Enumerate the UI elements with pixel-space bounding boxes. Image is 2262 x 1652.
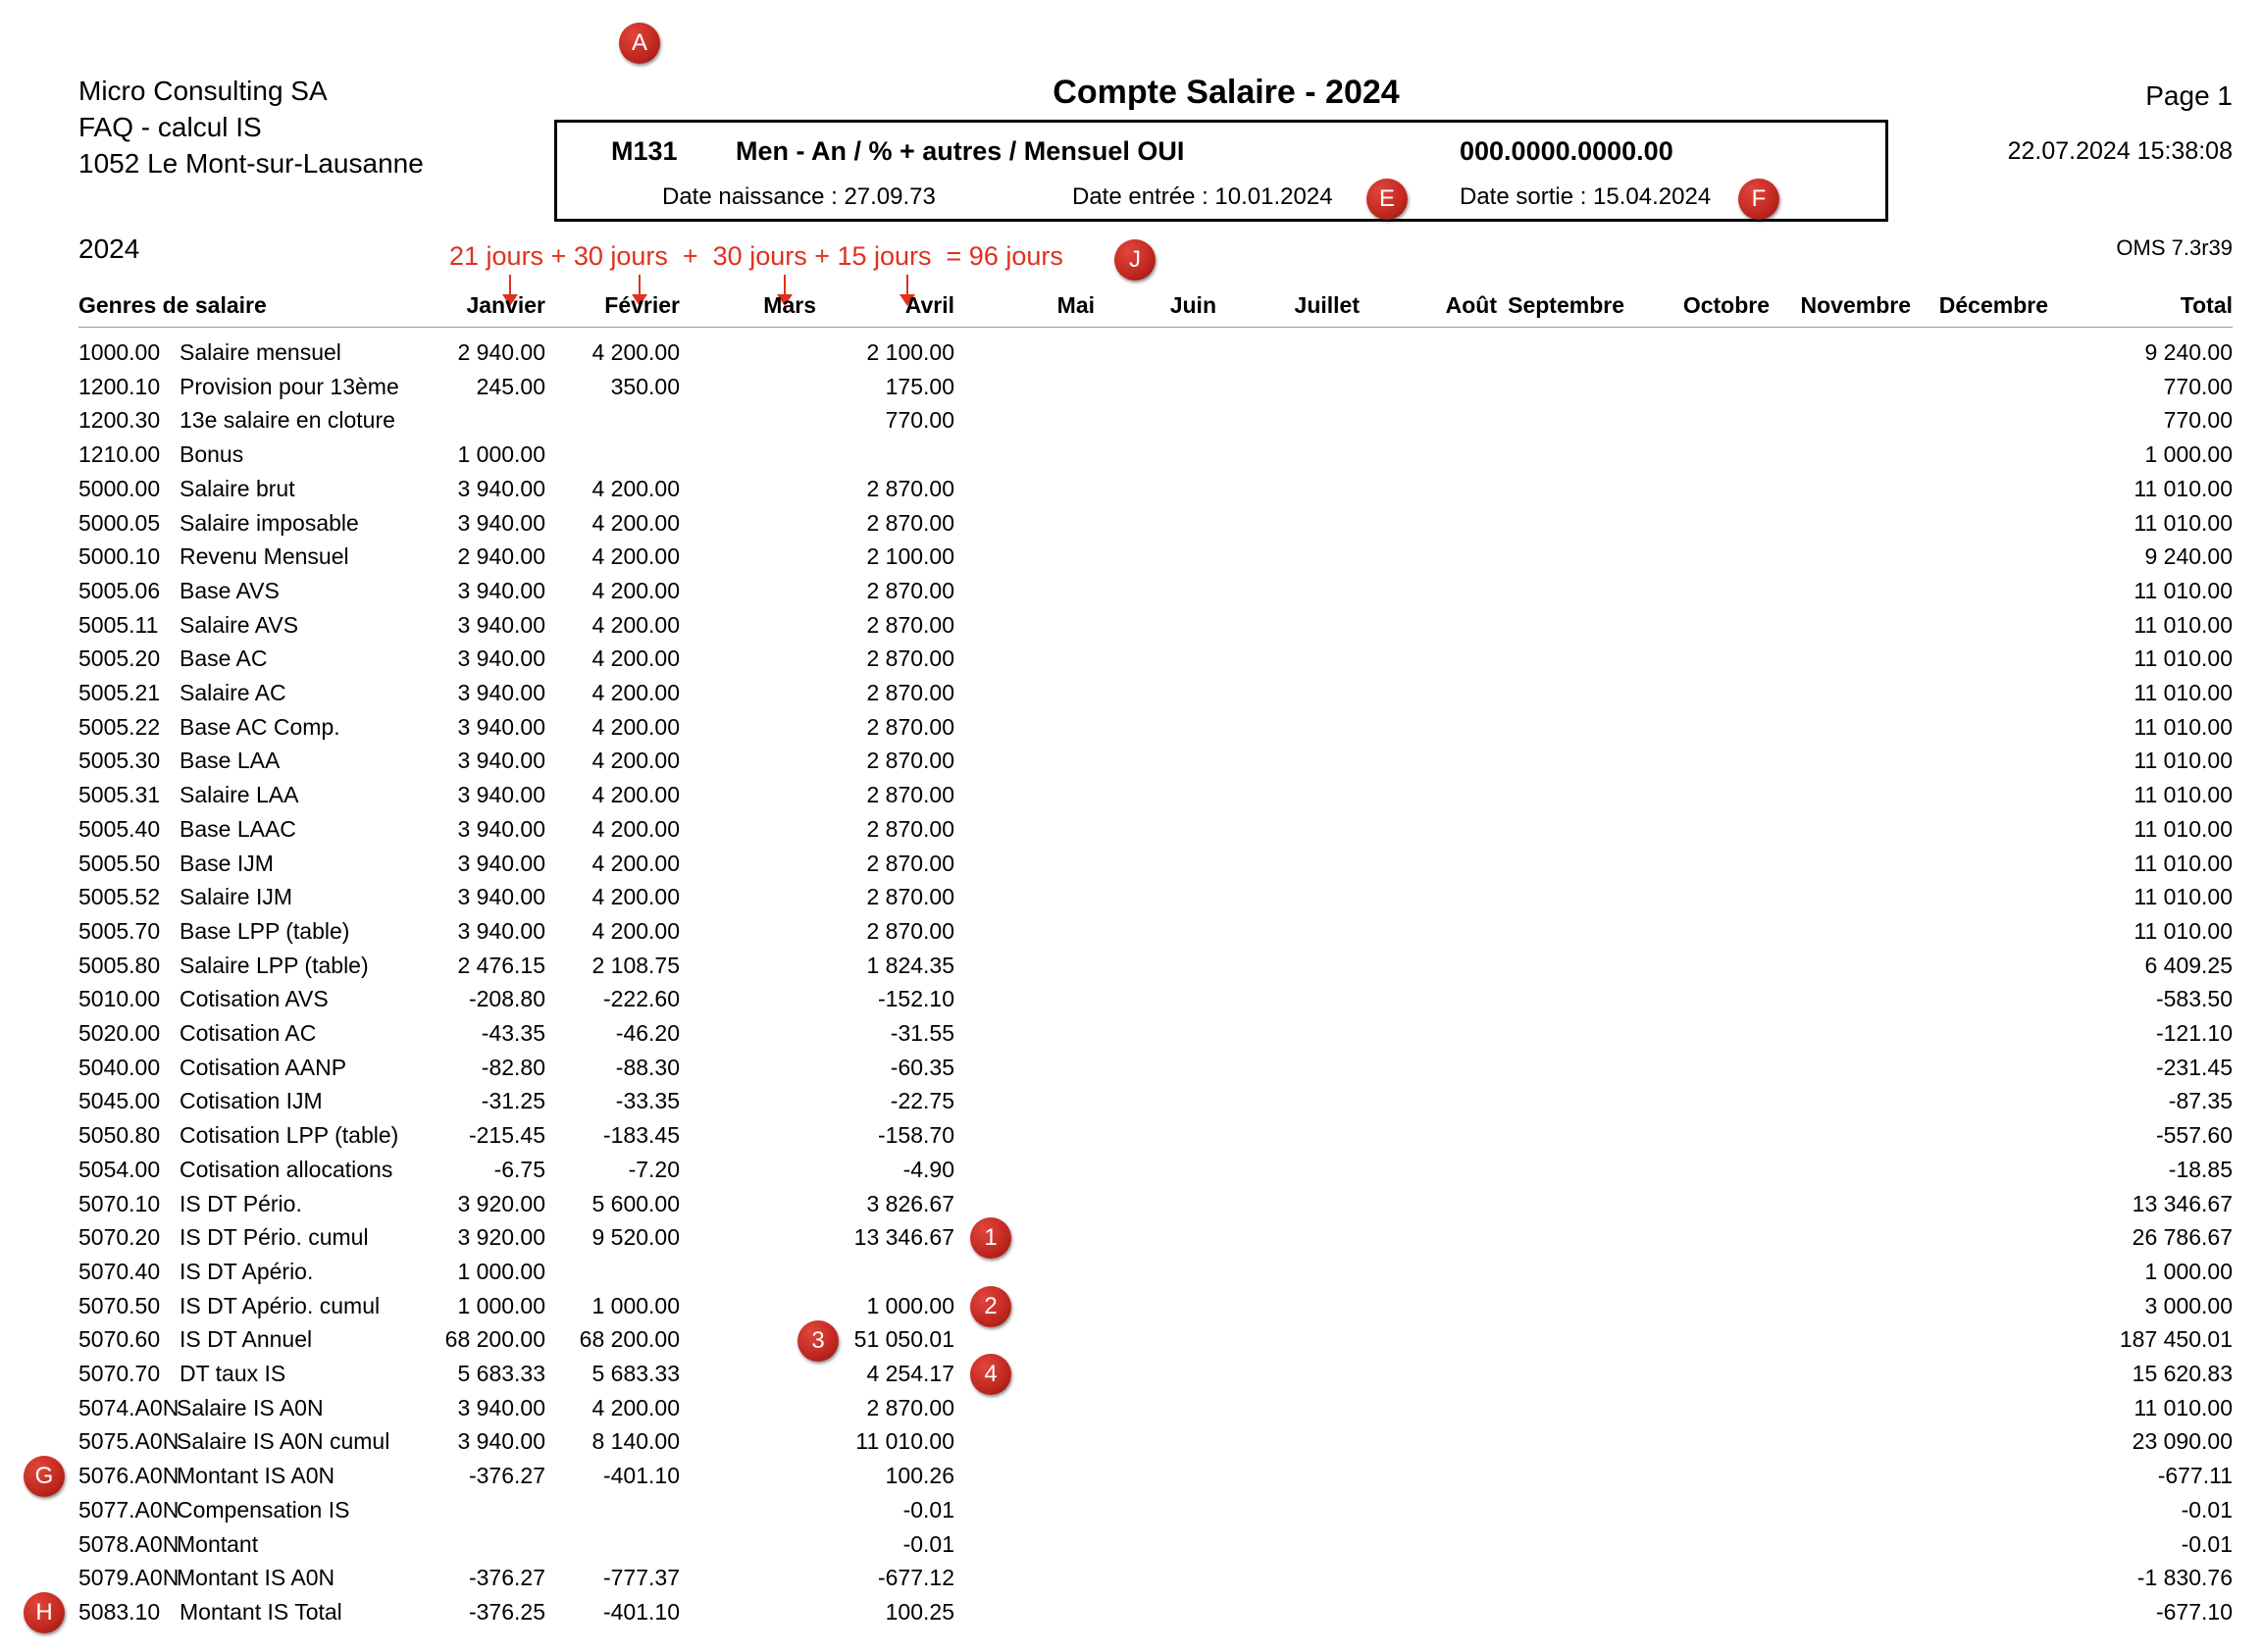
table-row	[0, 1497, 2262, 1530]
cell-avril: 2 870.00	[866, 509, 954, 536]
cell-janvier: -215.45	[468, 1122, 545, 1149]
row-label: Salaire LPP (table)	[180, 952, 369, 978]
cell-janvier: 3 940.00	[457, 782, 545, 808]
cell-total: -583.50	[2155, 986, 2233, 1012]
cell-janvier: -82.80	[481, 1054, 545, 1080]
cell-janvier: 3 940.00	[457, 815, 545, 842]
cell-fevrier: -46.20	[615, 1020, 680, 1046]
row-label: Bonus	[180, 441, 244, 468]
cell-janvier: 1 000.00	[457, 1292, 545, 1318]
table-row	[0, 612, 2262, 645]
row-code: 5070.40	[78, 1258, 161, 1284]
cell-avril: -0.01	[902, 1530, 954, 1557]
badge-g: G	[24, 1456, 65, 1497]
row-label: Cotisation IJM	[180, 1088, 323, 1114]
cell-fevrier: -183.45	[602, 1122, 680, 1149]
cell-janvier: 3 940.00	[457, 850, 545, 876]
birth-date: Date naissance : 27.09.73	[662, 183, 936, 210]
table-row	[0, 1088, 2262, 1121]
col-juin: Juin	[1169, 292, 1216, 318]
row-code: 5075.A0N	[78, 1428, 180, 1455]
cell-avril: 2 870.00	[866, 917, 954, 944]
table-row	[0, 816, 2262, 850]
row-code: 5074.A0N	[78, 1394, 180, 1420]
cell-fevrier: 4 200.00	[591, 782, 680, 808]
cell-avril: -4.90	[902, 1156, 954, 1182]
cell-avril: 2 870.00	[866, 1394, 954, 1420]
software-version: OMS 7.3r39	[2116, 235, 2233, 260]
table-row	[0, 1326, 2262, 1360]
row-label: Salaire AC	[180, 680, 286, 705]
row-code: 5005.06	[78, 577, 161, 603]
row-label: Base AC	[180, 645, 268, 672]
table-row	[0, 680, 2262, 713]
col-septembre: Septembre	[1508, 292, 1624, 318]
table-row	[0, 782, 2262, 815]
row-code: 5078.A0N	[78, 1530, 180, 1557]
col-octobre: Octobre	[1682, 292, 1770, 318]
cell-avril: -0.01	[902, 1496, 954, 1523]
cell-avril: 770.00	[885, 407, 954, 434]
col-genres: Genres de salaire	[78, 292, 267, 318]
company-name: Micro Consulting SA	[78, 76, 328, 106]
cell-fevrier: -401.10	[602, 1598, 680, 1625]
col-fevrier: Février	[604, 292, 680, 318]
exit-date: Date sortie : 15.04.2024	[1460, 183, 1712, 210]
cell-avril: 175.00	[885, 373, 954, 399]
row-label: Montant IS A0N	[177, 1463, 335, 1489]
col-total: Total	[2180, 292, 2233, 318]
cell-janvier: 5 683.33	[457, 1361, 545, 1386]
row-code: 5076.A0N	[78, 1463, 180, 1489]
row-label: Base AVS	[180, 577, 280, 603]
row-code: 5005.22	[78, 713, 161, 740]
cell-avril: 2 870.00	[866, 680, 954, 705]
cell-fevrier: 5 683.33	[591, 1361, 680, 1386]
table-row	[0, 476, 2262, 509]
cell-fevrier: 4 200.00	[591, 713, 680, 740]
cell-janvier: 3 940.00	[457, 509, 545, 536]
row-label: Revenu Mensuel	[180, 543, 349, 570]
cell-avril: 13 346.67	[853, 1224, 954, 1251]
cell-total: -0.01	[2181, 1530, 2233, 1557]
cell-total: -1 830.76	[2136, 1565, 2233, 1591]
cell-total: -121.10	[2155, 1020, 2233, 1046]
row-code: 5070.20	[78, 1224, 161, 1251]
row-label: Base LAAC	[180, 815, 296, 842]
row-label: DT taux IS	[180, 1361, 286, 1386]
entry-date: Date entrée : 10.01.2024	[1072, 183, 1333, 210]
cell-avril: -22.75	[890, 1088, 954, 1114]
row-code: 5077.A0N	[78, 1496, 180, 1523]
cell-total: 770.00	[2163, 373, 2233, 399]
row-label: Montant IS Total	[180, 1598, 342, 1625]
cell-avril: 4 254.17	[866, 1361, 954, 1386]
cell-total: 23 090.00	[2132, 1428, 2233, 1455]
cell-avril: 1 000.00	[866, 1292, 954, 1318]
row-code: 5000.05	[78, 509, 161, 536]
header-divider	[78, 327, 2233, 328]
cell-janvier: 68 200.00	[444, 1326, 545, 1353]
row-code: 5005.70	[78, 917, 161, 944]
cell-fevrier: 4 200.00	[591, 577, 680, 603]
row-label: IS DT Annuel	[180, 1326, 313, 1353]
report-title: Compte Salaire - 2024	[1053, 74, 1400, 111]
company-subtitle: FAQ - calcul IS	[78, 112, 262, 142]
cell-total: 11 010.00	[2133, 509, 2233, 536]
row-code: 5070.10	[78, 1190, 161, 1216]
cell-janvier: 3 940.00	[457, 713, 545, 740]
cell-avril: 2 870.00	[866, 577, 954, 603]
table-row	[0, 1055, 2262, 1088]
cell-fevrier: 4 200.00	[591, 475, 680, 501]
cell-fevrier: -7.20	[628, 1156, 680, 1182]
row-label: IS DT Pério.	[180, 1190, 302, 1216]
cell-total: -0.01	[2181, 1496, 2233, 1523]
cell-janvier: -376.27	[468, 1565, 545, 1591]
cell-fevrier: 4 200.00	[591, 645, 680, 672]
table-row	[0, 714, 2262, 748]
cell-janvier: 3 940.00	[457, 1394, 545, 1420]
row-label: Base AC Comp.	[180, 713, 340, 740]
cell-total: 11 010.00	[2133, 577, 2233, 603]
cell-total: -231.45	[2155, 1054, 2233, 1080]
row-code: 1210.00	[78, 441, 161, 468]
table-row	[0, 884, 2262, 917]
cell-fevrier: -777.37	[602, 1565, 680, 1591]
cell-janvier: 3 940.00	[457, 680, 545, 705]
row-label: IS DT Apério. cumul	[180, 1292, 381, 1318]
cell-fevrier: 4 200.00	[591, 815, 680, 842]
cell-total: 9 240.00	[2144, 543, 2233, 570]
row-label: Base LAA	[180, 748, 281, 774]
cell-total: -677.10	[2155, 1598, 2233, 1625]
cell-fevrier: 4 200.00	[591, 850, 680, 876]
days-annotation: 21 jours + 30 jours + 30 jours + 15 jours = 96 jours	[449, 241, 1063, 271]
cell-avril: 2 870.00	[866, 884, 954, 910]
row-code: 5005.31	[78, 782, 161, 808]
table-row	[0, 543, 2262, 577]
cell-janvier: -208.80	[468, 986, 545, 1012]
table-row	[0, 953, 2262, 986]
cell-fevrier: 4 200.00	[591, 611, 680, 638]
row-code: 1200.10	[78, 373, 161, 399]
table-row	[0, 1361, 2262, 1394]
employee-code: M131	[611, 136, 678, 166]
cell-total: -557.60	[2155, 1122, 2233, 1149]
row-code: 5070.60	[78, 1326, 161, 1353]
cell-janvier: 3 940.00	[457, 611, 545, 638]
page-number: Page 1	[2145, 80, 2233, 111]
cell-janvier: 2 940.00	[457, 543, 545, 570]
badge-j: J	[1114, 239, 1156, 281]
cell-fevrier: 4 200.00	[591, 748, 680, 774]
row-code: 5005.50	[78, 850, 161, 876]
cell-janvier: -376.27	[468, 1463, 545, 1489]
cell-total: 11 010.00	[2133, 884, 2233, 910]
row-code: 1200.30	[78, 407, 161, 434]
table-row	[0, 1463, 2262, 1496]
cell-fevrier: 8 140.00	[591, 1428, 680, 1455]
cell-janvier: -6.75	[493, 1156, 545, 1182]
row-code: 5010.00	[78, 986, 161, 1012]
cell-total: -18.85	[2168, 1156, 2233, 1182]
cell-fevrier: 4 200.00	[591, 917, 680, 944]
col-novembre: Novembre	[1800, 292, 1911, 318]
report-year: 2024	[78, 233, 140, 264]
cell-total: 3 000.00	[2144, 1292, 2233, 1318]
row-code: 5005.20	[78, 645, 161, 672]
cell-total: 11 010.00	[2133, 1394, 2233, 1420]
table-row	[0, 1122, 2262, 1156]
row-label: Salaire IJM	[180, 884, 293, 910]
cell-janvier: 3 940.00	[457, 748, 545, 774]
employee-header-box	[554, 120, 1888, 222]
cell-fevrier: 350.00	[610, 373, 680, 399]
print-datetime: 22.07.2024 15:38:08	[2007, 137, 2233, 165]
cell-total: 11 010.00	[2133, 475, 2233, 501]
col-juillet: Juillet	[1294, 292, 1360, 318]
row-code: 5079.A0N	[78, 1565, 180, 1591]
cell-total: 11 010.00	[2133, 815, 2233, 842]
row-code: 5005.30	[78, 748, 161, 774]
cell-fevrier: -33.35	[615, 1088, 680, 1114]
row-label: Cotisation AANP	[180, 1054, 347, 1080]
cell-fevrier: 68 200.00	[579, 1326, 680, 1353]
cell-janvier: 3 940.00	[457, 917, 545, 944]
row-label: Cotisation AC	[180, 1020, 317, 1046]
cell-janvier: 3 940.00	[457, 577, 545, 603]
row-code: 5005.80	[78, 952, 161, 978]
row-label: Cotisation AVS	[180, 986, 329, 1012]
cell-total: 11 010.00	[2133, 611, 2233, 638]
cell-avril: 3 826.67	[866, 1190, 954, 1216]
cell-janvier: 3 920.00	[457, 1224, 545, 1251]
cell-avril: -60.35	[890, 1054, 954, 1080]
table-row	[0, 1224, 2262, 1258]
badge-1: 1	[970, 1217, 1011, 1259]
cell-total: 11 010.00	[2133, 917, 2233, 944]
row-code: 5005.40	[78, 815, 161, 842]
cell-fevrier: 4 200.00	[591, 884, 680, 910]
cell-fevrier: 4 200.00	[591, 680, 680, 705]
row-label: Base IJM	[180, 850, 274, 876]
cell-avril: -31.55	[890, 1020, 954, 1046]
cell-fevrier: -88.30	[615, 1054, 680, 1080]
cell-avril: -158.70	[877, 1122, 954, 1149]
row-label: Salaire LAA	[180, 782, 299, 808]
cell-total: 11 010.00	[2133, 748, 2233, 774]
table-row	[0, 1531, 2262, 1565]
cell-janvier: -376.25	[468, 1598, 545, 1625]
employee-account: 000.0000.0000.00	[1460, 136, 1673, 166]
cell-avril: -152.10	[877, 986, 954, 1012]
employee-description: Men - An / % + autres / Mensuel OUI	[736, 136, 1185, 166]
col-mars: Mars	[763, 292, 816, 318]
row-label: Salaire IS A0N cumul	[177, 1428, 390, 1455]
table-row	[0, 1565, 2262, 1598]
row-label: Montant	[177, 1530, 259, 1557]
cell-avril: 2 870.00	[866, 748, 954, 774]
cell-janvier: -43.35	[481, 1020, 545, 1046]
cell-avril: 2 870.00	[866, 475, 954, 501]
cell-total: 770.00	[2163, 407, 2233, 434]
table-row	[0, 918, 2262, 952]
col-avril: Avril	[904, 292, 954, 318]
table-row	[0, 1020, 2262, 1054]
col-aout: Août	[1445, 292, 1497, 318]
table-row	[0, 374, 2262, 407]
table-row	[0, 851, 2262, 884]
row-label: Salaire AVS	[180, 611, 299, 638]
row-label: Montant IS A0N	[177, 1565, 335, 1591]
cell-fevrier: -401.10	[602, 1463, 680, 1489]
row-code: 5054.00	[78, 1156, 161, 1182]
cell-total: 1 000.00	[2144, 441, 2233, 468]
table-row	[0, 441, 2262, 475]
row-label: Provision pour 13ème	[180, 373, 399, 399]
row-code: 5005.11	[78, 611, 159, 638]
cell-avril: 51 050.01	[853, 1326, 954, 1353]
cell-avril: 2 870.00	[866, 611, 954, 638]
cell-janvier: 245.00	[476, 373, 545, 399]
table-row	[0, 645, 2262, 679]
row-label: Cotisation LPP (table)	[180, 1122, 399, 1149]
cell-janvier: 3 940.00	[457, 475, 545, 501]
table-row	[0, 1259, 2262, 1292]
badge-3: 3	[797, 1320, 839, 1362]
cell-janvier: 1 000.00	[457, 1258, 545, 1284]
badge-4: 4	[970, 1354, 1011, 1395]
cell-fevrier: 4 200.00	[591, 339, 680, 365]
cell-janvier: 3 940.00	[457, 645, 545, 672]
row-label: Salaire mensuel	[180, 339, 341, 365]
cell-janvier: 1 000.00	[457, 441, 545, 468]
cell-janvier: 2 940.00	[457, 339, 545, 365]
cell-fevrier: 5 600.00	[591, 1190, 680, 1216]
row-code: 5070.70	[78, 1361, 161, 1386]
cell-total: 6 409.25	[2144, 952, 2233, 978]
row-code: 5000.10	[78, 543, 161, 570]
row-code: 5045.00	[78, 1088, 161, 1114]
row-code: 5005.21	[78, 680, 161, 705]
cell-avril: 2 870.00	[866, 850, 954, 876]
cell-janvier: 2 476.15	[457, 952, 545, 978]
table-row	[0, 578, 2262, 611]
row-label: Salaire imposable	[180, 509, 359, 536]
col-janvier: Janvier	[466, 292, 545, 318]
cell-total: 1 000.00	[2144, 1258, 2233, 1284]
company-address: 1052 Le Mont-sur-Lausanne	[78, 148, 424, 179]
cell-avril: 1 824.35	[866, 952, 954, 978]
table-row	[0, 1599, 2262, 1632]
cell-total: 9 240.00	[2144, 339, 2233, 365]
col-mai: Mai	[1056, 292, 1095, 318]
cell-total: 13 346.67	[2132, 1190, 2233, 1216]
cell-total: 187 450.01	[2119, 1326, 2233, 1353]
row-label: Base LPP (table)	[180, 917, 350, 944]
cell-total: 11 010.00	[2133, 782, 2233, 808]
cell-avril: 2 870.00	[866, 713, 954, 740]
cell-fevrier: 4 200.00	[591, 509, 680, 536]
cell-avril: -677.12	[877, 1565, 954, 1591]
table-row	[0, 1395, 2262, 1428]
row-code: 5000.00	[78, 475, 161, 501]
badge-e: E	[1366, 179, 1408, 220]
table-row	[0, 1293, 2262, 1326]
cell-janvier: -31.25	[481, 1088, 545, 1114]
badge-f: F	[1738, 179, 1779, 220]
col-decembre: Décembre	[1938, 292, 2048, 318]
cell-fevrier: -222.60	[602, 986, 680, 1012]
cell-total: -677.11	[2157, 1463, 2233, 1489]
table-row	[0, 407, 2262, 440]
cell-total: 11 010.00	[2133, 850, 2233, 876]
row-label: 13e salaire en cloture	[180, 407, 395, 434]
table-row	[0, 1428, 2262, 1462]
row-code: 5083.10	[78, 1598, 161, 1625]
cell-total: 11 010.00	[2133, 645, 2233, 672]
cell-avril: 100.25	[885, 1598, 954, 1625]
cell-fevrier: 2 108.75	[591, 952, 680, 978]
cell-avril: 11 010.00	[855, 1428, 954, 1455]
row-code: 5040.00	[78, 1054, 161, 1080]
cell-fevrier: 1 000.00	[591, 1292, 680, 1318]
row-label: Cotisation allocations	[180, 1156, 393, 1182]
cell-total: 11 010.00	[2133, 680, 2233, 705]
row-code: 5005.52	[78, 884, 161, 910]
row-label: Salaire brut	[180, 475, 295, 501]
cell-avril: 2 870.00	[866, 782, 954, 808]
table-row	[0, 748, 2262, 781]
cell-janvier: 3 940.00	[457, 884, 545, 910]
row-label: IS DT Pério. cumul	[180, 1224, 369, 1251]
table-row	[0, 986, 2262, 1019]
cell-total: 15 620.83	[2132, 1361, 2233, 1386]
table-row	[0, 1191, 2262, 1224]
row-label: IS DT Apério.	[180, 1258, 314, 1284]
badge-a: A	[619, 23, 660, 64]
cell-avril: 100.26	[885, 1463, 954, 1489]
row-code: 5050.80	[78, 1122, 161, 1149]
badge-h: H	[24, 1592, 65, 1633]
cell-avril: 2 870.00	[866, 815, 954, 842]
cell-janvier: 3 940.00	[457, 1428, 545, 1455]
cell-fevrier: 9 520.00	[591, 1224, 680, 1251]
table-row	[0, 1157, 2262, 1190]
cell-fevrier: 4 200.00	[591, 1394, 680, 1420]
row-code: 5070.50	[78, 1292, 161, 1318]
cell-janvier: 3 920.00	[457, 1190, 545, 1216]
cell-total: 11 010.00	[2133, 713, 2233, 740]
row-label: Compensation IS	[177, 1496, 350, 1523]
badge-2: 2	[970, 1286, 1011, 1327]
cell-fevrier: 4 200.00	[591, 543, 680, 570]
table-row	[0, 339, 2262, 373]
cell-total: 26 786.67	[2132, 1224, 2233, 1251]
row-code: 5020.00	[78, 1020, 161, 1046]
table-row	[0, 510, 2262, 543]
row-label: Salaire IS A0N	[177, 1394, 324, 1420]
cell-avril: 2 870.00	[866, 645, 954, 672]
cell-avril: 2 100.00	[866, 543, 954, 570]
row-code: 1000.00	[78, 339, 161, 365]
cell-avril: 2 100.00	[866, 339, 954, 365]
cell-total: -87.35	[2168, 1088, 2233, 1114]
